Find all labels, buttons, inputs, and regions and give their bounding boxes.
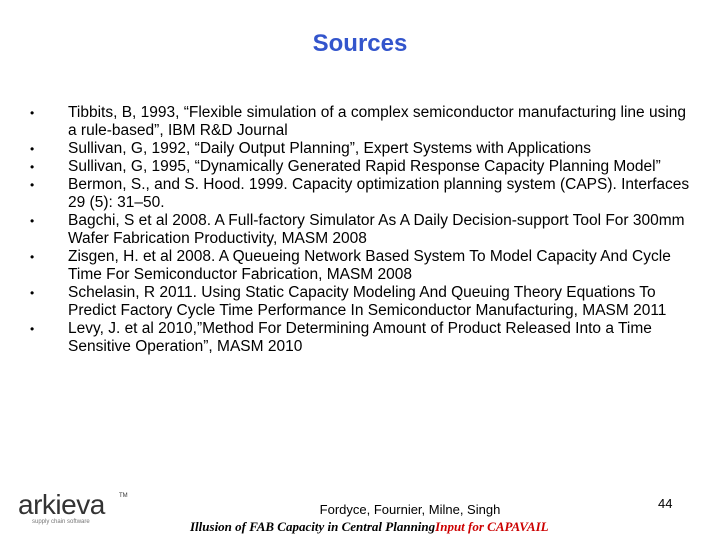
- subtitle-accent: Input for CAPAVAIL: [435, 519, 549, 534]
- source-text: Bermon, S., and S. Hood. 1999. Capacity optimization planning system (CAPS). Interfaces 29 (5): 31–50.: [68, 176, 690, 211]
- bullet-icon: •: [30, 178, 35, 192]
- logo-wordmark: arkieva: [18, 489, 105, 520]
- bullet-icon: •: [30, 322, 35, 336]
- footer-subtitle: [190, 519, 640, 535]
- authors: Fordyce, Fournier, Milne, Singh: [319, 502, 501, 517]
- list-item: [30, 212, 690, 248]
- page-number: 44: [658, 496, 673, 511]
- source-text: Tibbits, B, 1993, “Flexible simulation of a complex semiconductor manufacturing line using a rule-based”, IBM R&D Journal: [68, 104, 687, 139]
- source-text: Schelasin, R 2011. Using Static Capacity Modeling And Queuing Theory Equations To Predict Factory Cycle Time Performance In Semiconductor Manufacturing, MASM 2011: [68, 284, 667, 319]
- sources-list: [30, 104, 690, 356]
- logo-trademark: TM: [119, 493, 128, 499]
- list-item: [30, 248, 690, 284]
- bullet-icon: •: [30, 160, 35, 174]
- arkieva-logo: [18, 489, 138, 529]
- slide-title: Sources: [312, 30, 408, 57]
- bullet-icon: •: [30, 214, 35, 228]
- bullet-icon: •: [30, 106, 35, 120]
- logo-tagline: supply chain software: [32, 519, 90, 525]
- source-text: Levy, J. et al 2010,”Method For Determining Amount of Product Released Into a Time Sensitive Operation”, MASM 2010: [68, 320, 652, 355]
- subtitle-main: Illusion of FAB Capacity in Central Planning: [190, 519, 436, 534]
- source-text: Sullivan, G, 1992, “Daily Output Planning”, Expert Systems with Applications: [68, 140, 591, 157]
- list-item: [30, 140, 690, 158]
- list-item: [30, 104, 690, 140]
- source-text: Bagchi, S et al 2008. A Full-factory Simulator As A Daily Decision-support Tool For 300mm Wafer Fabrication Productivity, MASM 2008: [68, 212, 685, 247]
- source-text: Sullivan, G, 1995, “Dynamically Generated Rapid Response Capacity Planning Model”: [68, 158, 661, 175]
- bullet-icon: •: [30, 250, 35, 264]
- bullet-icon: •: [30, 142, 35, 156]
- bullet-icon: •: [30, 286, 35, 300]
- list-item: [30, 320, 690, 356]
- list-item: [30, 176, 690, 212]
- source-text: Zisgen, H. et al 2008. A Queueing Network Based System To Model Capacity And Cycle Time For Semiconductor Fabrication, MASM 2008: [68, 248, 671, 283]
- list-item: [30, 284, 690, 320]
- list-item: [30, 158, 690, 176]
